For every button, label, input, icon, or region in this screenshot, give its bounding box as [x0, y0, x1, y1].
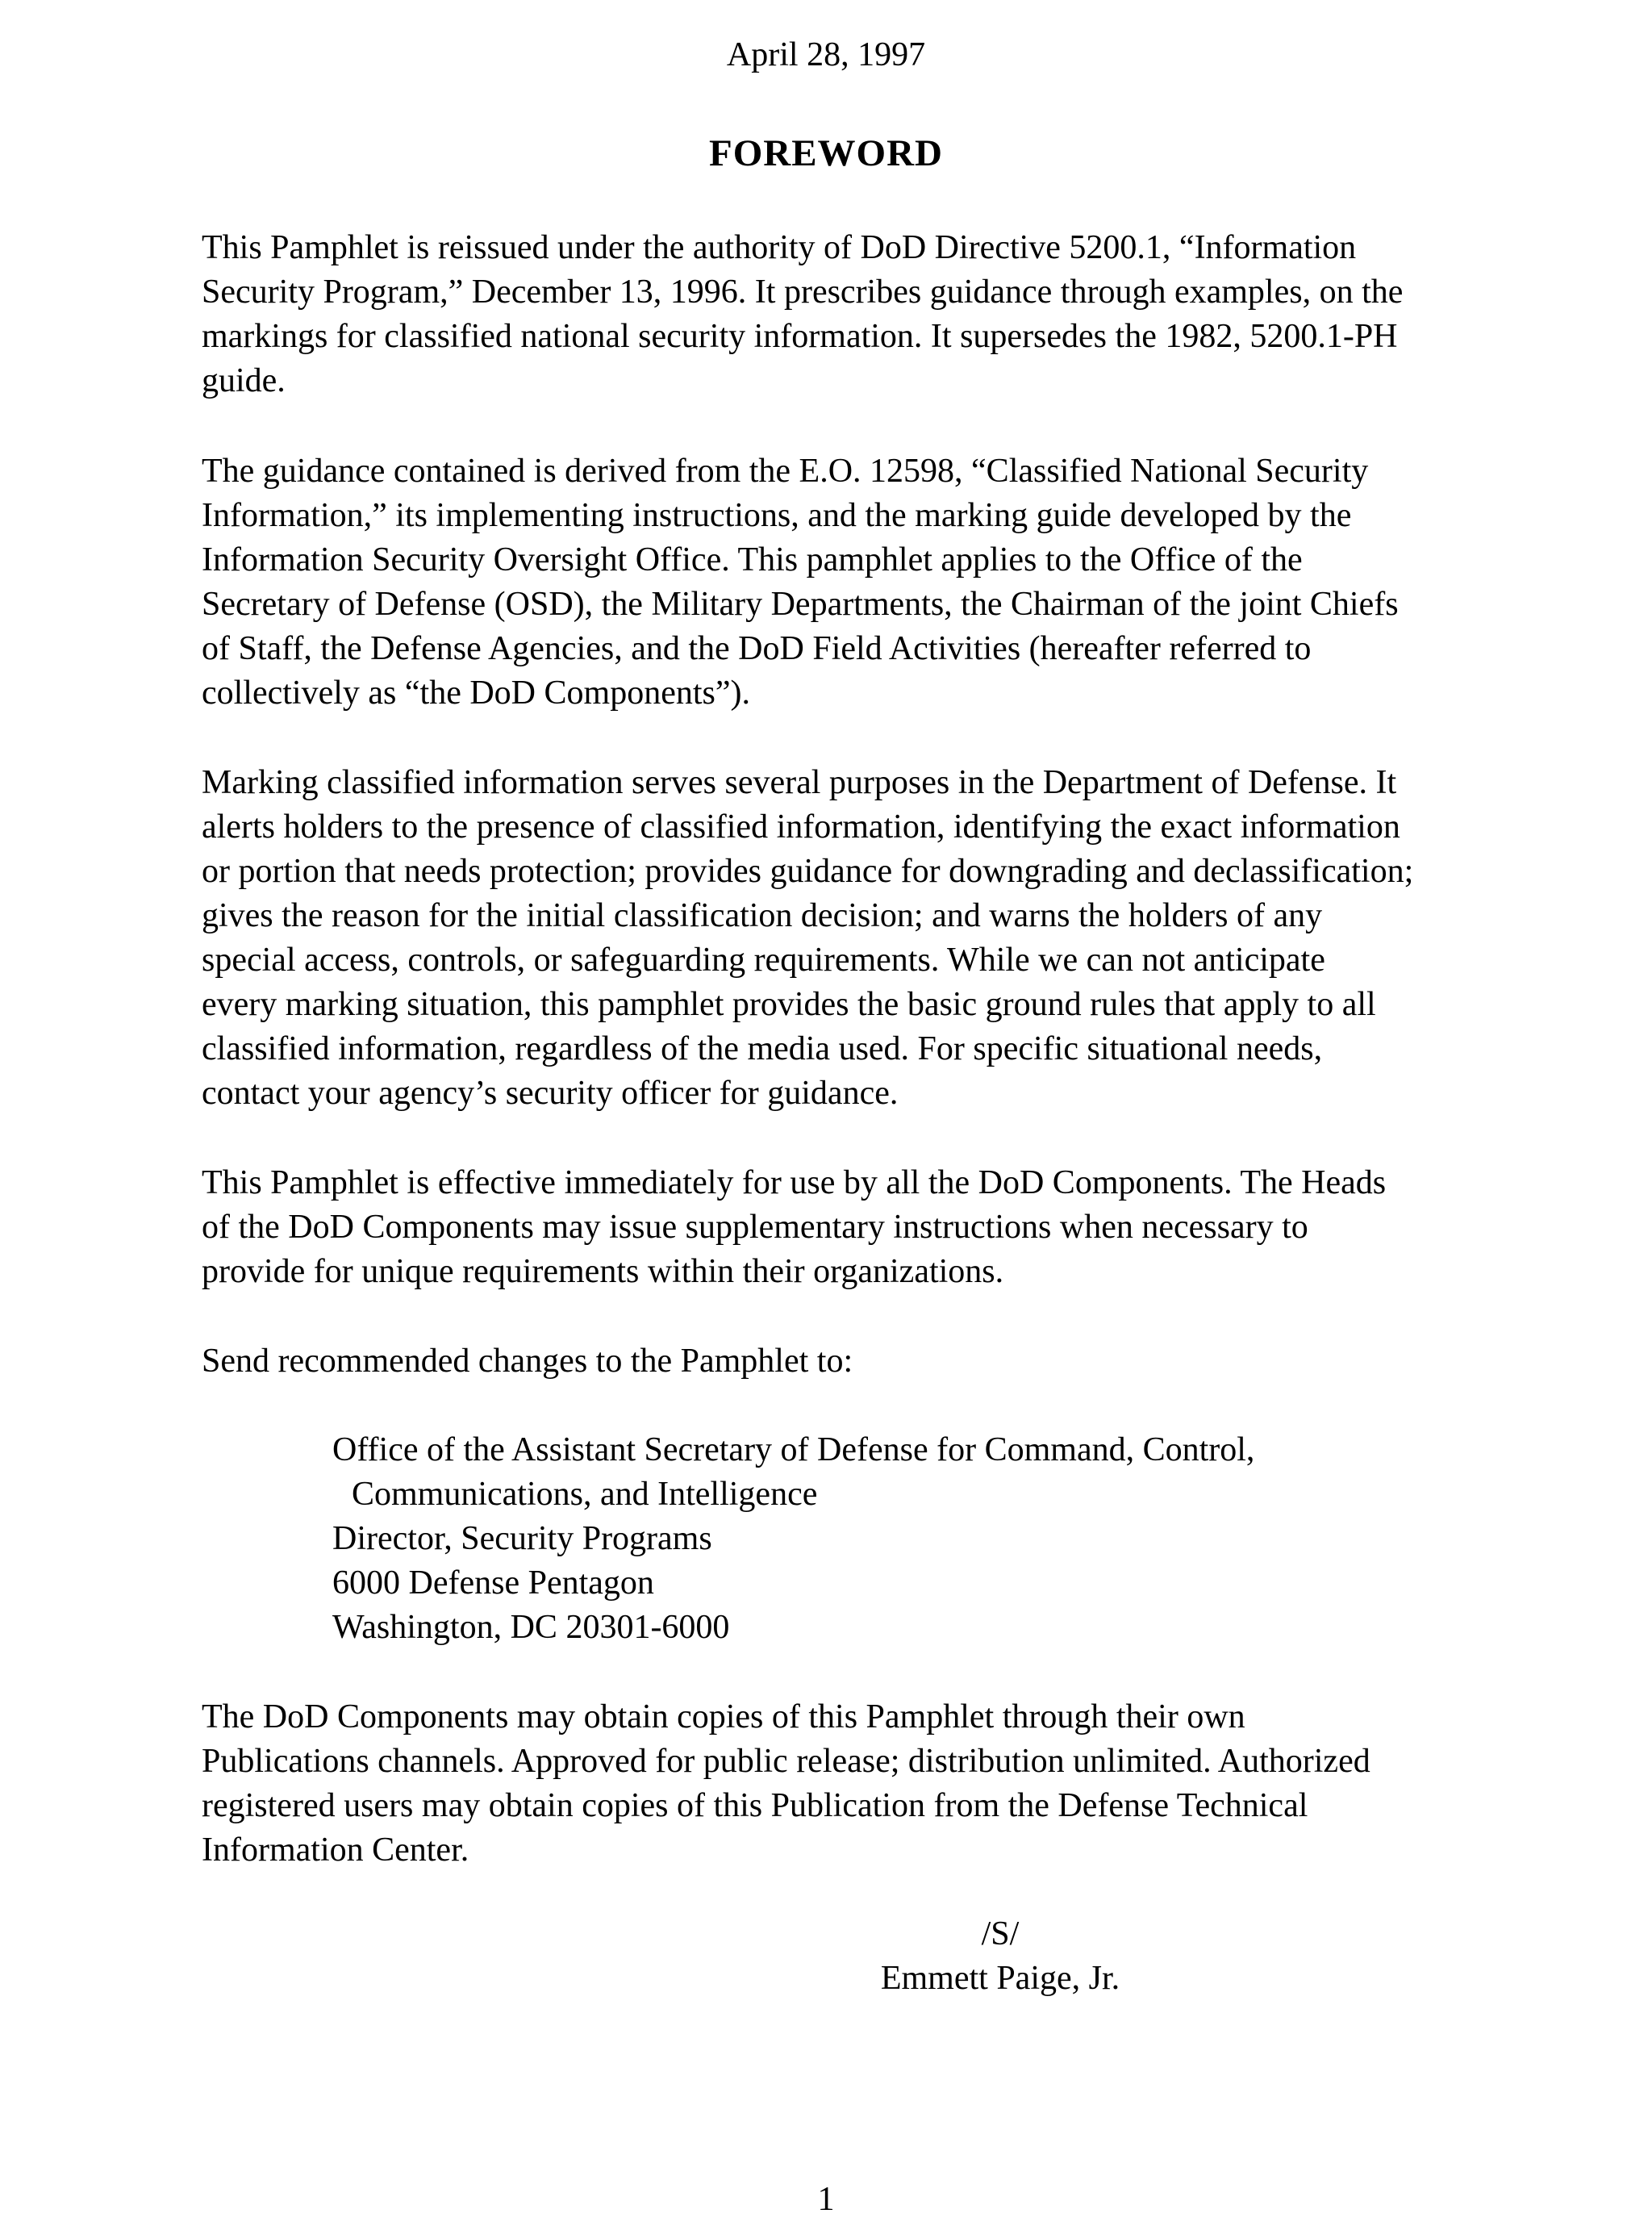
paragraph-line: Send recommended changes to the Pamphlet to: — [202, 1343, 853, 1380]
paragraph-line: gives the reason for the initial classification decision; and warns the holders of any — [202, 897, 1323, 934]
paragraph-effective — [202, 1161, 1541, 1294]
paragraph-line: of Staff, the Defense Agencies, and the DoD Field Activities (hereafter referred to — [202, 630, 1312, 667]
paragraph-line: Information Center. — [202, 1831, 469, 1869]
paragraph-line: Information,” its implementing instructions, and the marking guide developed by the — [202, 497, 1352, 534]
paragraph-line: The guidance contained is derived from the E.O. 12598, “Classified National Security — [202, 453, 1369, 490]
paragraph-line: or portion that needs protection; provides guidance for downgrading and declassification; — [202, 853, 1414, 890]
paragraph-line: contact your agency’s security officer for guidance. — [202, 1075, 899, 1112]
paragraph-line: registered users may obtain copies of this Publication from the Defense Technical — [202, 1787, 1308, 1824]
paragraph-line: Publications channels. Approved for public release; distribution unlimited. Authorized — [202, 1743, 1370, 1780]
paragraph-marking-purposes — [202, 761, 1541, 1116]
address-line: Office of the Assistant Secretary of Defense for Command, Control, — [332, 1431, 1255, 1468]
address-line: Washington, DC 20301-6000 — [332, 1609, 730, 1646]
paragraph-line: The DoD Components may obtain copies of this Pamphlet through their own — [202, 1698, 1245, 1735]
paragraph-line: every marking situation, this pamphlet provides the basic ground rules that apply to all — [202, 986, 1376, 1023]
paragraph-authority — [202, 226, 1541, 403]
document-date: April 28, 1997 — [726, 36, 926, 73]
signature-mark: /S/ — [981, 1915, 1020, 1953]
page-title: FOREWORD — [709, 132, 943, 174]
address-line: Communications, and Intelligence — [352, 1476, 818, 1513]
address-line: Director, Security Programs — [332, 1520, 712, 1557]
paragraph-line: Security Program,” December 13, 1996. It prescribes guidance through examples, on the — [202, 274, 1404, 311]
paragraph-line: This Pamphlet is reissued under the authority of DoD Directive 5200.1, “Information — [202, 229, 1357, 266]
paragraph-guidance — [202, 449, 1541, 716]
paragraph-line: This Pamphlet is effective immediately for use by all the DoD Components. The Heads — [202, 1164, 1387, 1201]
paragraph-line: collectively as “the DoD Components”). — [202, 675, 750, 712]
paragraph-line: special access, controls, or safeguarding requirements. While we can not anticipate — [202, 942, 1325, 979]
paragraph-line: Marking classified information serves several purposes in the Department of Defense. It — [202, 764, 1397, 801]
paragraph-send-changes — [202, 1339, 1541, 1384]
paragraph-line: markings for classified national security information. It supersedes the 1982, 5200.1-PH — [202, 318, 1398, 355]
paragraph-line: classified information, regardless of the media used. For specific situational needs, — [202, 1030, 1323, 1067]
paragraph-line: Secretary of Defense (OSD), the Military Departments, the Chairman of the joint Chiefs — [202, 586, 1399, 623]
address-line: 6000 Defense Pentagon — [332, 1564, 654, 1602]
mailing-address — [332, 1428, 1652, 1650]
paragraph-line: alerts holders to the presence of classified information, identifying the exact information — [202, 808, 1400, 846]
signature-block — [839, 1912, 1162, 2001]
paragraph-line: Information Security Oversight Office. This pamphlet applies to the Office of the — [202, 541, 1303, 578]
paragraph-obtain-copies — [202, 1695, 1541, 1873]
paragraph-line: guide. — [202, 362, 286, 399]
signatory-name: Emmett Paige, Jr. — [880, 1960, 1120, 1997]
paragraph-line: of the DoD Components may issue supplementary instructions when necessary to — [202, 1209, 1308, 1246]
paragraph-line: provide for unique requirements within their organizations. — [202, 1253, 1004, 1290]
page-number: 1 — [817, 2181, 835, 2218]
